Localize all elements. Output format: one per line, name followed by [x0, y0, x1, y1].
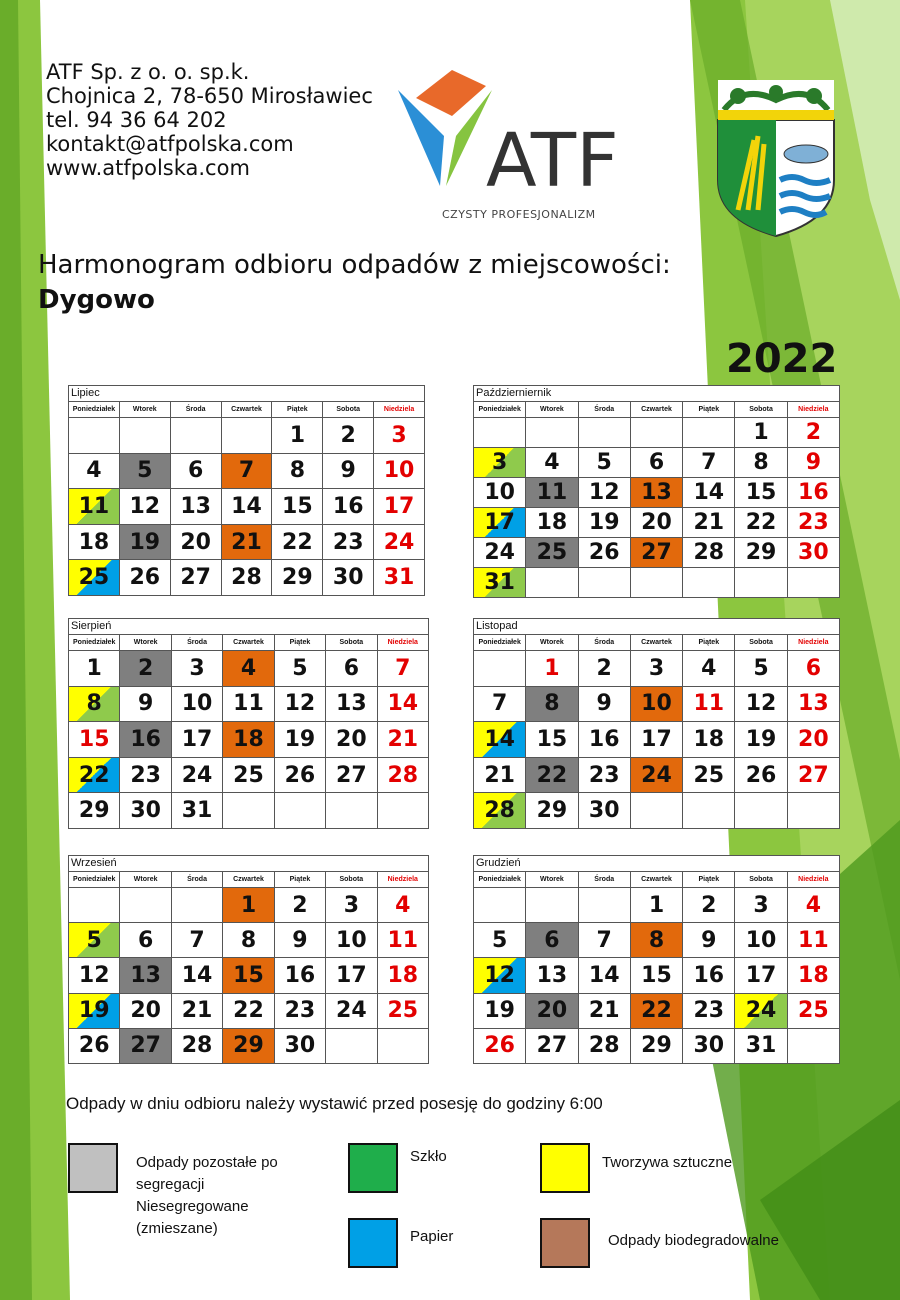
- calendar-day: 27: [326, 758, 377, 794]
- calendar-day: 26: [474, 1029, 526, 1064]
- calendar-day: 3: [631, 651, 683, 687]
- calendar-day: 2: [120, 651, 171, 687]
- calendar-day: 13: [171, 489, 222, 525]
- calendar-day: 25: [526, 538, 578, 568]
- calendar-empty-cell: [735, 568, 787, 598]
- calendar-empty-cell: [326, 793, 377, 829]
- calendar-empty-cell: [223, 793, 274, 829]
- calendar-day: 30: [579, 793, 631, 829]
- calendar-empty-cell: [735, 793, 787, 829]
- calendar-day: 9: [275, 923, 326, 958]
- day-header: Wtorek: [120, 402, 171, 418]
- calendar-day: 16: [579, 722, 631, 758]
- calendar-day: 2: [683, 888, 735, 923]
- legend-mixed-line4: (zmieszane): [136, 1220, 218, 1237]
- calendar-day: 18: [788, 958, 840, 993]
- month-name: Październiernik: [474, 386, 840, 402]
- calendar-day: 23: [275, 994, 326, 1029]
- town-name: Dygowo: [38, 285, 155, 315]
- calendar-day: 6: [788, 651, 840, 687]
- calendar-day: 25: [788, 994, 840, 1029]
- calendar-day: 27: [631, 538, 683, 568]
- day-header: Środa: [579, 635, 631, 651]
- company-email: kontakt@atfpolska.com: [46, 132, 294, 156]
- calendar-day: 23: [120, 758, 171, 794]
- company-address: Chojnica 2, 78-650 Mirosławiec: [46, 84, 373, 108]
- day-header: Czwartek: [222, 402, 273, 418]
- calendar-day: 17: [374, 489, 425, 525]
- legend-plastic-label: Tworzywa sztuczne: [602, 1154, 733, 1171]
- day-header: Czwartek: [223, 872, 274, 888]
- day-header: Piątek: [275, 872, 326, 888]
- calendar-day: 1: [631, 888, 683, 923]
- calendar-day: 8: [526, 687, 578, 723]
- calendar-day: 13: [120, 958, 171, 993]
- legend-paper-swatch: [348, 1218, 398, 1268]
- month-name: Listopad: [474, 619, 840, 635]
- day-header: Wtorek: [526, 635, 578, 651]
- calendar-day: 14: [579, 958, 631, 993]
- calendar-empty-cell: [378, 793, 429, 829]
- calendar-day: 15: [631, 958, 683, 993]
- calendar-day: 24: [374, 525, 425, 561]
- calendar-day: 1: [69, 651, 120, 687]
- calendar-day: 7: [683, 448, 735, 478]
- day-header: Poniedziałek: [69, 635, 120, 651]
- calendar-day: 15: [526, 722, 578, 758]
- calendar-day: 14: [378, 687, 429, 723]
- calendar-day: 24: [326, 994, 377, 1029]
- calendar-day: 20: [326, 722, 377, 758]
- calendar-empty-cell: [474, 888, 526, 923]
- calendar-day: 4: [683, 651, 735, 687]
- day-header: Środa: [579, 402, 631, 418]
- month-name: Wrzesień: [69, 856, 429, 872]
- day-header: Czwartek: [631, 402, 683, 418]
- calendar-day: 29: [223, 1029, 274, 1064]
- calendar-day: 10: [474, 478, 526, 508]
- day-header: Poniedziałek: [474, 402, 526, 418]
- calendar-empty-cell: [579, 568, 631, 598]
- calendar-day: 15: [735, 478, 787, 508]
- company-website: www.atfpolska.com: [46, 156, 250, 180]
- calendar-day: 11: [683, 687, 735, 723]
- calendar-day: 27: [171, 560, 222, 596]
- calendar-day: 8: [735, 448, 787, 478]
- atf-logo: [398, 66, 648, 222]
- day-header: Piątek: [683, 872, 735, 888]
- calendar-day: 19: [735, 722, 787, 758]
- page-title: Harmonogram odbioru odpadów z miejscowości:: [38, 250, 671, 280]
- legend-plastic-swatch: [540, 1143, 590, 1193]
- calendar-day: 14: [222, 489, 273, 525]
- calendar-day: 22: [69, 758, 120, 794]
- day-header: Niedziela: [374, 402, 425, 418]
- calendar-day: 17: [172, 722, 223, 758]
- day-header: Środa: [172, 635, 223, 651]
- municipal-crest-icon: [714, 80, 838, 238]
- calendar-day: 18: [683, 722, 735, 758]
- calendar-day: 28: [222, 560, 273, 596]
- legend-glass-label: Szkło: [410, 1148, 447, 1165]
- calendar-day: 29: [735, 538, 787, 568]
- month-calendar: [68, 618, 429, 829]
- calendar-day: 9: [579, 687, 631, 723]
- calendar-day: 14: [683, 478, 735, 508]
- calendar-day: 14: [172, 958, 223, 993]
- calendar-day: 25: [683, 758, 735, 794]
- calendar-day: 31: [374, 560, 425, 596]
- calendar-day: 22: [272, 525, 323, 561]
- calendar-day: 8: [223, 923, 274, 958]
- calendar-empty-cell: [631, 568, 683, 598]
- calendar-day: 6: [326, 651, 377, 687]
- calendar-day: 21: [172, 994, 223, 1029]
- calendar-day: 10: [172, 687, 223, 723]
- calendar-day: 26: [735, 758, 787, 794]
- calendar-empty-cell: [69, 888, 120, 923]
- day-header: Sobota: [326, 872, 377, 888]
- pickup-note: Odpady w dniu odbioru należy wystawić przed posesję do godziny 6:00: [66, 1094, 603, 1113]
- day-header: Piątek: [275, 635, 326, 651]
- day-header: Niedziela: [788, 872, 840, 888]
- calendar-day: 20: [120, 994, 171, 1029]
- month-name: Sierpień: [69, 619, 429, 635]
- calendar-day: 6: [631, 448, 683, 478]
- calendar-empty-cell: [526, 568, 578, 598]
- month-calendar: [473, 618, 840, 829]
- legend-mixed-line2: segregacji: [136, 1176, 205, 1193]
- calendar-day: 23: [788, 508, 840, 538]
- calendar-day: 21: [579, 994, 631, 1029]
- calendar-day: 5: [735, 651, 787, 687]
- calendar-day: 18: [378, 958, 429, 993]
- calendar-day: 1: [735, 418, 787, 448]
- day-header: Sobota: [735, 635, 787, 651]
- calendar-day: 26: [69, 1029, 120, 1064]
- day-header: Niedziela: [378, 872, 429, 888]
- calendar-day: 21: [474, 758, 526, 794]
- month-calendar: [473, 385, 840, 598]
- calendar-empty-cell: [788, 568, 840, 598]
- day-header: Poniedziałek: [474, 872, 526, 888]
- calendar-day: 20: [526, 994, 578, 1029]
- logo-text: ATF: [486, 118, 619, 204]
- calendar-day: 11: [526, 478, 578, 508]
- calendar-day: 25: [378, 994, 429, 1029]
- legend-mixed-label: [136, 1152, 278, 1240]
- calendar-day: 5: [120, 454, 171, 490]
- calendar-day: 24: [631, 758, 683, 794]
- calendar-day: 19: [69, 994, 120, 1029]
- calendar-day: 12: [275, 687, 326, 723]
- calendar-day: 17: [326, 958, 377, 993]
- calendar-empty-cell: [69, 418, 120, 454]
- calendar-day: 12: [69, 958, 120, 993]
- month-calendar: [68, 855, 429, 1064]
- calendar-day: 10: [326, 923, 377, 958]
- calendar-day: 20: [171, 525, 222, 561]
- calendar-day: 30: [323, 560, 374, 596]
- calendar-day: 15: [223, 958, 274, 993]
- calendar-day: 11: [788, 923, 840, 958]
- calendar-day: 4: [526, 448, 578, 478]
- month-calendar: [68, 385, 425, 596]
- calendar-day: 31: [474, 568, 526, 598]
- calendar-day: 22: [223, 994, 274, 1029]
- calendar-day: 23: [683, 994, 735, 1029]
- calendar-day: 21: [378, 722, 429, 758]
- day-header: Czwartek: [223, 635, 274, 651]
- calendar-day: 19: [579, 508, 631, 538]
- legend-glass-swatch: [348, 1143, 398, 1193]
- calendar-day: 5: [275, 651, 326, 687]
- calendar-day: 18: [526, 508, 578, 538]
- calendar-day: 26: [275, 758, 326, 794]
- legend-mixed-swatch: [68, 1143, 118, 1193]
- day-header: Wtorek: [526, 872, 578, 888]
- legend-paper-label: Papier: [410, 1228, 454, 1245]
- day-header: Środa: [579, 872, 631, 888]
- calendar-day: 4: [69, 454, 120, 490]
- calendar-day: 6: [526, 923, 578, 958]
- company-info: [46, 60, 373, 180]
- day-header: Czwartek: [631, 872, 683, 888]
- calendar-day: 23: [323, 525, 374, 561]
- calendar-day: 16: [120, 722, 171, 758]
- calendar-empty-cell: [326, 1029, 377, 1064]
- calendar-day: 5: [474, 923, 526, 958]
- calendar-day: 19: [474, 994, 526, 1029]
- calendar-day: 6: [120, 923, 171, 958]
- legend-bio-swatch: [540, 1218, 590, 1268]
- calendar-empty-cell: [631, 793, 683, 829]
- month-name: Lipiec: [69, 386, 425, 402]
- legend-mixed-line1: Odpady pozostałe po: [136, 1154, 278, 1171]
- calendar-day: 7: [474, 687, 526, 723]
- calendar-day: 8: [69, 687, 120, 723]
- calendar-day: 15: [272, 489, 323, 525]
- calendar-day: 7: [378, 651, 429, 687]
- calendar-day: 2: [275, 888, 326, 923]
- calendar-day: 17: [474, 508, 526, 538]
- calendar-day: 27: [788, 758, 840, 794]
- calendar-empty-cell: [683, 793, 735, 829]
- calendar-day: 22: [631, 994, 683, 1029]
- calendar-day: 25: [223, 758, 274, 794]
- calendar-day: 12: [120, 489, 171, 525]
- calendar-empty-cell: [788, 793, 840, 829]
- calendar-day: 16: [683, 958, 735, 993]
- calendar-day: 16: [323, 489, 374, 525]
- day-header: Niedziela: [378, 635, 429, 651]
- calendar-day: 10: [735, 923, 787, 958]
- calendar-day: 29: [631, 1029, 683, 1064]
- day-header: Poniedziałek: [474, 635, 526, 651]
- calendar-day: 12: [474, 958, 526, 993]
- calendar-day: 11: [378, 923, 429, 958]
- calendar-empty-cell: [788, 1029, 840, 1064]
- calendar-day: 1: [272, 418, 323, 454]
- day-header: Środa: [171, 402, 222, 418]
- calendar-day: 4: [378, 888, 429, 923]
- calendar-empty-cell: [172, 888, 223, 923]
- calendar-day: 2: [323, 418, 374, 454]
- calendar-empty-cell: [275, 793, 326, 829]
- calendar-day: 24: [172, 758, 223, 794]
- calendar-day: 13: [788, 687, 840, 723]
- calendar-day: 10: [374, 454, 425, 490]
- calendar-day: 9: [683, 923, 735, 958]
- calendar-day: 27: [526, 1029, 578, 1064]
- calendar-day: 11: [223, 687, 274, 723]
- calendar-day: 12: [579, 478, 631, 508]
- calendar-day: 9: [120, 687, 171, 723]
- day-header: Wtorek: [120, 635, 171, 651]
- month-calendar: [473, 855, 840, 1064]
- calendar-day: 2: [579, 651, 631, 687]
- company-phone: tel. 94 36 64 202: [46, 108, 227, 132]
- calendar-day: 28: [474, 793, 526, 829]
- calendar-day: 28: [378, 758, 429, 794]
- year: 2022: [726, 336, 838, 382]
- calendar-day: 7: [172, 923, 223, 958]
- calendar-empty-cell: [378, 1029, 429, 1064]
- calendar-day: 19: [275, 722, 326, 758]
- calendar-day: 20: [631, 508, 683, 538]
- calendar-day: 16: [275, 958, 326, 993]
- calendar-empty-cell: [631, 418, 683, 448]
- calendar-day: 26: [579, 538, 631, 568]
- calendar-day: 21: [222, 525, 273, 561]
- calendar-day: 6: [171, 454, 222, 490]
- day-header: Sobota: [326, 635, 377, 651]
- calendar-day: 7: [579, 923, 631, 958]
- calendar-day: 14: [474, 722, 526, 758]
- day-header: Sobota: [735, 872, 787, 888]
- calendar-day: 5: [579, 448, 631, 478]
- calendar-day: 1: [526, 651, 578, 687]
- calendar-day: 22: [526, 758, 578, 794]
- calendar-day: 28: [172, 1029, 223, 1064]
- calendar-day: 8: [631, 923, 683, 958]
- calendar-empty-cell: [683, 568, 735, 598]
- calendar-empty-cell: [683, 418, 735, 448]
- calendar-day: 4: [223, 651, 274, 687]
- day-header: Niedziela: [788, 402, 840, 418]
- day-header: Piątek: [683, 402, 735, 418]
- calendar-day: 29: [526, 793, 578, 829]
- day-header: Niedziela: [788, 635, 840, 651]
- calendar-empty-cell: [474, 418, 526, 448]
- calendar-empty-cell: [579, 888, 631, 923]
- calendar-day: 3: [172, 651, 223, 687]
- calendar-day: 4: [788, 888, 840, 923]
- calendar-day: 19: [120, 525, 171, 561]
- calendar-day: 22: [735, 508, 787, 538]
- day-header: Sobota: [735, 402, 787, 418]
- calendar-day: 30: [683, 1029, 735, 1064]
- calendar-day: 25: [69, 560, 120, 596]
- calendar-day: 18: [223, 722, 274, 758]
- day-header: Środa: [172, 872, 223, 888]
- calendar-day: 3: [735, 888, 787, 923]
- calendar-day: 5: [69, 923, 120, 958]
- calendar-day: 30: [120, 793, 171, 829]
- day-header: Sobota: [323, 402, 374, 418]
- calendar-day: 28: [579, 1029, 631, 1064]
- calendar-day: 1: [223, 888, 274, 923]
- calendar-day: 8: [272, 454, 323, 490]
- calendar-day: 13: [326, 687, 377, 723]
- calendar-day: 21: [683, 508, 735, 538]
- calendar-day: 26: [120, 560, 171, 596]
- calendar-day: 29: [69, 793, 120, 829]
- calendar-empty-cell: [120, 888, 171, 923]
- legend-mixed-line3: Niesegregowane: [136, 1198, 249, 1215]
- calendar-empty-cell: [120, 418, 171, 454]
- day-header: Poniedziałek: [69, 402, 120, 418]
- day-header: Wtorek: [526, 402, 578, 418]
- calendar-day: 12: [735, 687, 787, 723]
- calendar-day: 13: [631, 478, 683, 508]
- calendar-day: 31: [735, 1029, 787, 1064]
- day-header: Piątek: [683, 635, 735, 651]
- calendar-day: 31: [172, 793, 223, 829]
- calendar-day: 24: [735, 994, 787, 1029]
- calendar-day: 11: [69, 489, 120, 525]
- day-header: Piątek: [272, 402, 323, 418]
- calendar-day: 30: [788, 538, 840, 568]
- month-name: Grudzień: [474, 856, 840, 872]
- calendar-day: 29: [272, 560, 323, 596]
- calendar-day: 7: [222, 454, 273, 490]
- calendar-day: 23: [579, 758, 631, 794]
- calendar-day: 9: [788, 448, 840, 478]
- calendar-empty-cell: [526, 418, 578, 448]
- calendar-empty-cell: [579, 418, 631, 448]
- calendar-day: 16: [788, 478, 840, 508]
- legend-bio-label: Odpady biodegradowalne: [608, 1232, 779, 1249]
- calendar-day: 13: [526, 958, 578, 993]
- logo-tagline: CZYSTY PROFESJONALIZM: [442, 208, 596, 221]
- calendar-day: 27: [120, 1029, 171, 1064]
- calendar-day: 15: [69, 722, 120, 758]
- calendar-day: 30: [275, 1029, 326, 1064]
- calendar-day: 24: [474, 538, 526, 568]
- day-header: Czwartek: [631, 635, 683, 651]
- calendar-day: 17: [735, 958, 787, 993]
- calendar-day: 3: [326, 888, 377, 923]
- calendar-day: 20: [788, 722, 840, 758]
- calendar-day: 9: [323, 454, 374, 490]
- calendar-day: 3: [374, 418, 425, 454]
- calendar-day: 28: [683, 538, 735, 568]
- calendar-empty-cell: [171, 418, 222, 454]
- calendar-day: 17: [631, 722, 683, 758]
- calendar-empty-cell: [474, 651, 526, 687]
- calendar-empty-cell: [526, 888, 578, 923]
- company-name: ATF Sp. z o. o. sp.k.: [46, 60, 250, 84]
- day-header: Wtorek: [120, 872, 171, 888]
- calendar-day: 2: [788, 418, 840, 448]
- day-header: Poniedziałek: [69, 872, 120, 888]
- calendar-day: 3: [474, 448, 526, 478]
- calendar-empty-cell: [222, 418, 273, 454]
- calendar-day: 10: [631, 687, 683, 723]
- calendar-day: 18: [69, 525, 120, 561]
